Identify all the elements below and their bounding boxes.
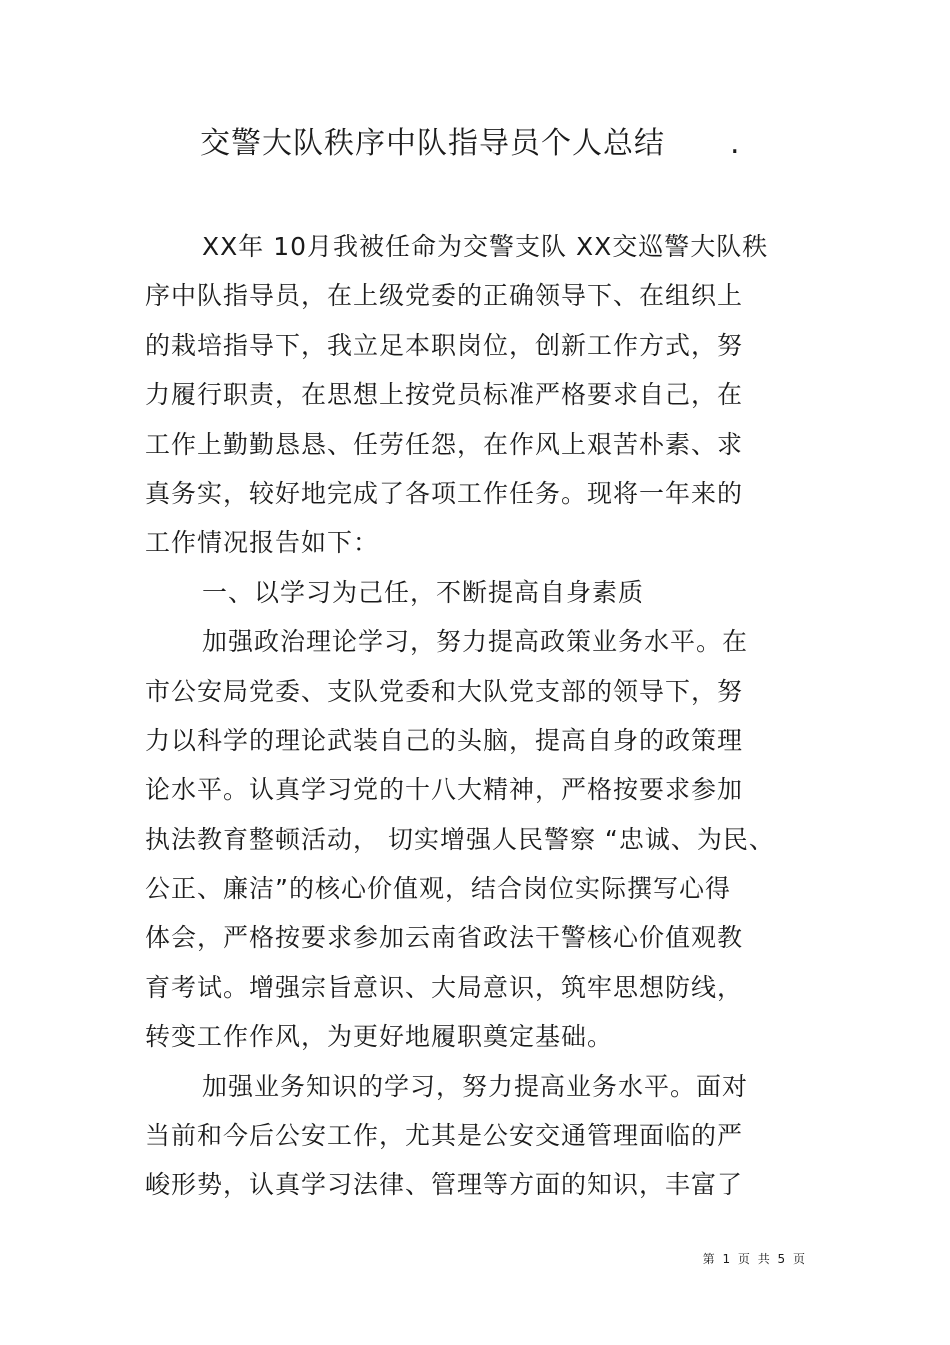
text-line: 公正、廉洁”的核心价值观，结合岗位实际撰写心得 xyxy=(145,874,731,904)
text-line: 峻形势，认真学习法律、管理等方面的知识，丰富了 xyxy=(145,1170,744,1200)
document-title: 交警大队秩序中队指导员个人总结 xyxy=(200,126,665,161)
text-line: 力以科学的理论武装自己的头脑，提高自身的政策理 xyxy=(145,725,744,755)
document-body xyxy=(145,222,805,1210)
text-line: 当前和今后公安工作，尤其是公安交通管理面临的严 xyxy=(145,1121,744,1151)
text-line: 论水平。认真学习党的十八大精神，严格按要求参加 xyxy=(145,775,744,805)
page-number: 第 1 页 共 5 页 xyxy=(702,1252,807,1266)
text-line: 力履行职责，在思想上按党员标准严格要求自己，在 xyxy=(145,380,744,410)
text-line: 执法教育整顿活动， 切实增强人民警察 “忠诚、为民、 xyxy=(145,824,775,854)
title-suffix: . xyxy=(730,126,740,161)
text-line: 工作情况报告如下： xyxy=(145,528,380,558)
text-line: 真务实，较好地完成了各项工作任务。现将一年来的 xyxy=(145,478,744,508)
text-line: 一、以学习为己任，不断提高自身素质 xyxy=(202,577,645,607)
text-line: 工作上勤勤恳恳、任劳任怨，在作风上艰苦朴素、求 xyxy=(145,429,744,459)
text-line: 加强政治理论学习，努力提高政策业务水平。在 xyxy=(202,627,749,657)
text-line: 体会，严格按要求参加云南省政法干警核心价值观教 xyxy=(145,923,744,953)
text-line: 序中队指导员，在上级党委的正确领导下、在组织上 xyxy=(145,281,744,311)
title-row xyxy=(200,124,760,164)
text-line: XX年 10月我被任命为交警支队 XX交巡警大队秩 xyxy=(202,232,769,261)
text-line: 市公安局党委、支队党委和大队党支部的领导下，努 xyxy=(145,676,744,706)
text-line: 的栽培指导下，我立足本职岗位，创新工作方式，努 xyxy=(145,330,744,360)
text-line: 加强业务知识的学习，努力提高业务水平。面对 xyxy=(202,1071,749,1101)
text-line: 育考试。增强宗旨意识、大局意识，筑牢思想防线， xyxy=(145,972,744,1002)
text-line: 转变工作作风，为更好地履职奠定基础。 xyxy=(145,1022,614,1052)
